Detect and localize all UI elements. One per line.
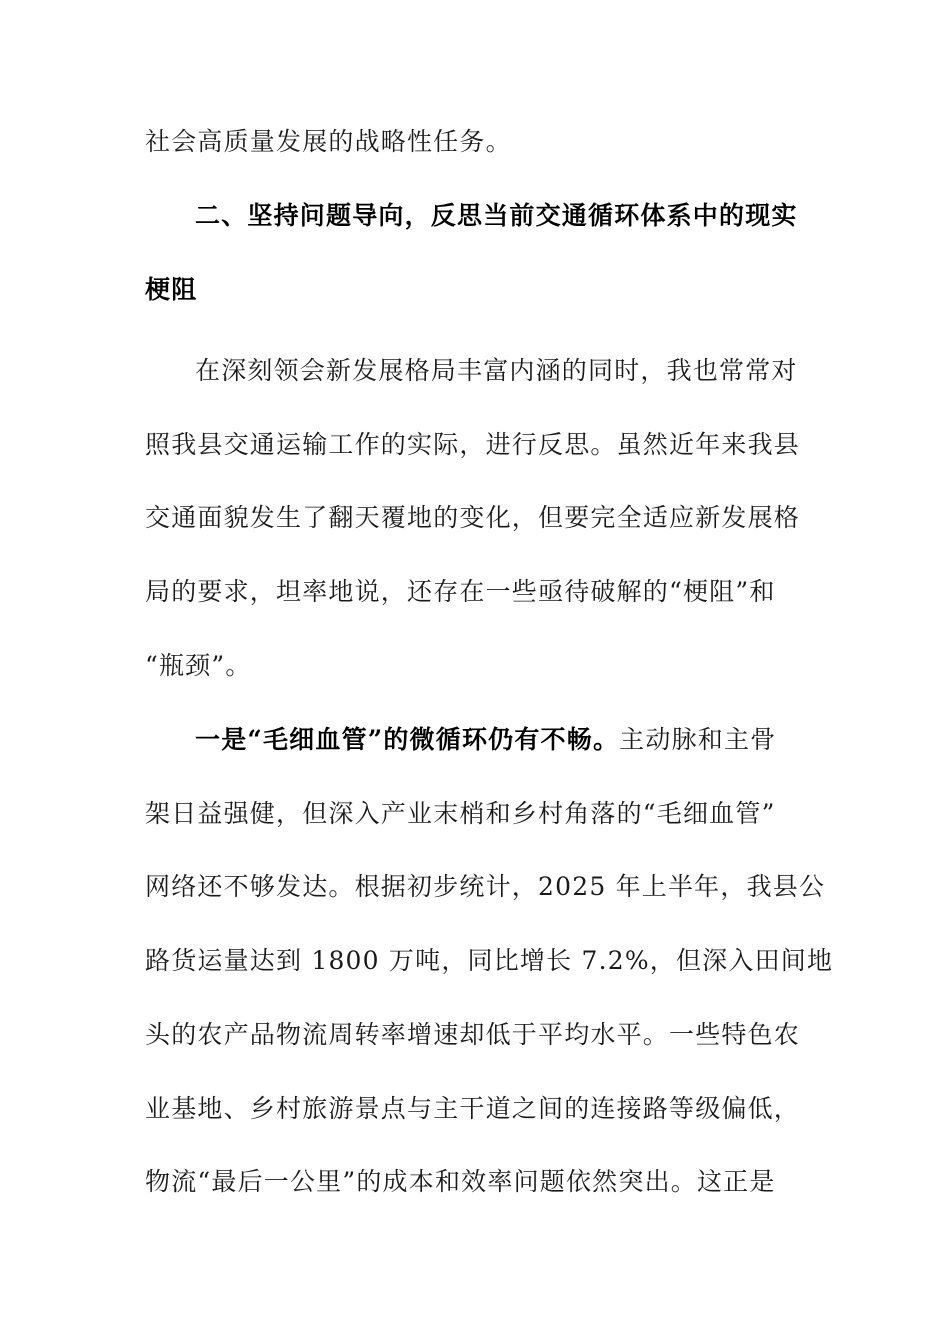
text-line: 业基地、乡村旅游景点与主干道之间的连接路等级偏低， [145, 1093, 801, 1123]
section-heading-continuation [145, 253, 797, 327]
text-line: 架日益强健，但深入产业末梢和乡村角落的“毛细血管” [145, 798, 776, 828]
text-line: “瓶颈”。 [145, 650, 252, 680]
paragraph-2 [145, 703, 834, 1219]
point-lead-rest: 主动脉和主骨 [619, 725, 777, 754]
section-heading [145, 179, 797, 253]
section-heading-line: 二、坚持问题导向，反思当前交通循环体系中的现实 [195, 201, 798, 230]
paragraph-2-first-line [145, 703, 797, 777]
paragraph-1 [145, 334, 801, 703]
text-line: 在深刻领会新发展格局丰富内涵的同时，我也常常对 [195, 356, 798, 385]
section-heading-line: 梗阻 [145, 275, 198, 304]
text-line: 照我县交通运输工作的实际，进行反思。虽然近年来我县 [145, 429, 801, 459]
text-line: 局的要求，坦率地说，还存在一些亟待破解的“梗阻”和 [145, 577, 776, 607]
point-lead: 一是“毛细血管”的微循环仍有不畅。 [195, 725, 620, 754]
text-line: 路货运量达到 1800 万吨，同比增长 7.2%，但深入田间地 [145, 946, 834, 976]
text-line: 交通面貌发生了翻天覆地的变化，但要完全适应新发展格 [145, 503, 801, 533]
text-line: 社会高质量发展的战略性任务。 [145, 127, 512, 156]
text-line: 网络还不够发达。根据初步统计，2025 年上半年，我县公 [145, 872, 826, 902]
text-line: 头的农产品物流周转率增速却低于平均水平。一些特色农 [145, 1019, 801, 1049]
continuation-line [145, 105, 797, 179]
text-line: 物流“最后一公里”的成本和效率问题依然突出。这正是 [145, 1167, 776, 1197]
